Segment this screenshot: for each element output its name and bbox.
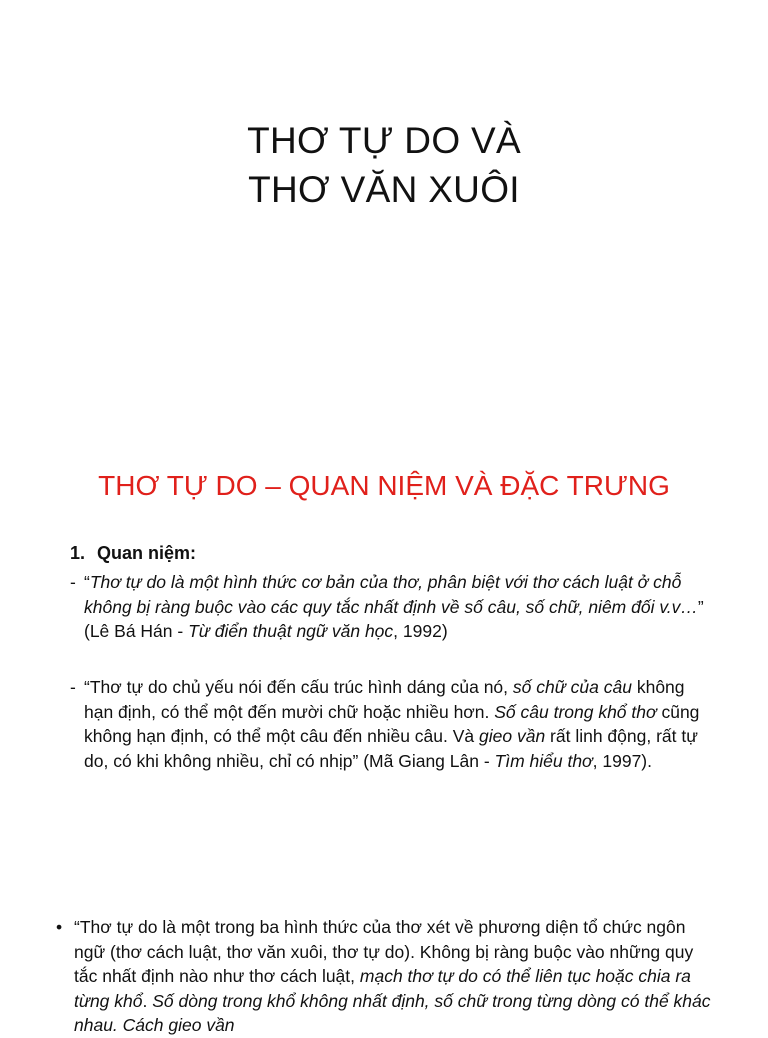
quote-text [84, 675, 710, 773]
definition-slide [0, 890, 768, 1035]
quote-text [84, 570, 710, 644]
source-year: , 1992) [393, 621, 448, 641]
heading-number: 1. [70, 543, 86, 563]
quote-part: cũng không hạn định, có thể một câu đến nhiều câu. Và [84, 701, 700, 746]
source-title: Từ điển thuật ngữ văn học [188, 621, 394, 641]
quote-part: , 1997). [592, 750, 652, 771]
quote-italic-part: số chữ của câu [512, 677, 632, 697]
open-quote: “ [84, 572, 90, 592]
quote-item-le-ba-han [70, 570, 710, 644]
title-line-2: THƠ VĂN XUÔI [248, 169, 520, 210]
dash-marker: - [70, 677, 76, 697]
quote-part: rất linh động, rất tự do, có khi không nhiều, chỉ có nhịp” (Mã Giang Lân - [84, 726, 698, 771]
quote-item-ma-giang-lan [70, 675, 710, 773]
quote-part: không hạn định, có thể một đến mười chữ hoặc nhiều hơn. [84, 677, 685, 722]
quote-part: “Thơ tự do chủ yếu nói đến cấu trúc hình dáng của nó, [84, 677, 513, 697]
concept-slide [0, 430, 768, 890]
bullet-part: . [142, 990, 153, 1011]
bullet-italic-part: mạch thơ tự do có thể liên tục hoặc chia ra từng khổ [74, 966, 691, 1011]
numbered-heading [70, 540, 196, 566]
heading-label: Quan niệm: [97, 543, 197, 563]
quote-italic-part: gieo vần [479, 726, 546, 746]
title-line-1: THƠ TỰ DO VÀ [247, 120, 521, 161]
presentation-title [0, 116, 768, 214]
bullet-part: “Thơ tự do là một trong ba hình thức của thơ xét về phương diện tổ chức ngôn ngữ (thơ cách luật, thơ văn xuôi, thơ tự do). Không bị ràng buộc vào những quy tắc nhất định nào như thơ cách luật, [74, 917, 694, 986]
bullet-italic-part: Số dòng trong khổ không nhất định, số chữ trong từng dòng có thể khác nhau. Cách gieo vần [74, 990, 711, 1035]
section-title: THƠ TỰ DO – QUAN NIỆM VÀ ĐẶC TRƯNG [98, 470, 670, 501]
bullet-text [74, 915, 716, 1038]
quote-italic-part: Số câu trong khổ thơ [494, 701, 657, 722]
bullet-item [56, 915, 716, 1038]
quote-attribution: ” (Lê Bá Hán - [84, 596, 704, 641]
source-title: Tìm hiểu thơ [494, 750, 593, 771]
quote-italic-text: Thơ tự do là một hình thức cơ bản của thơ, phân biệt với thơ cách luật ở chỗ không bị ràng buộc vào các quy tắc nhất định về số câu, số chữ, niêm đối v.v… [84, 572, 698, 617]
title-slide [0, 0, 768, 430]
dash-marker: - [70, 572, 76, 592]
bullet-marker: • [56, 917, 63, 937]
